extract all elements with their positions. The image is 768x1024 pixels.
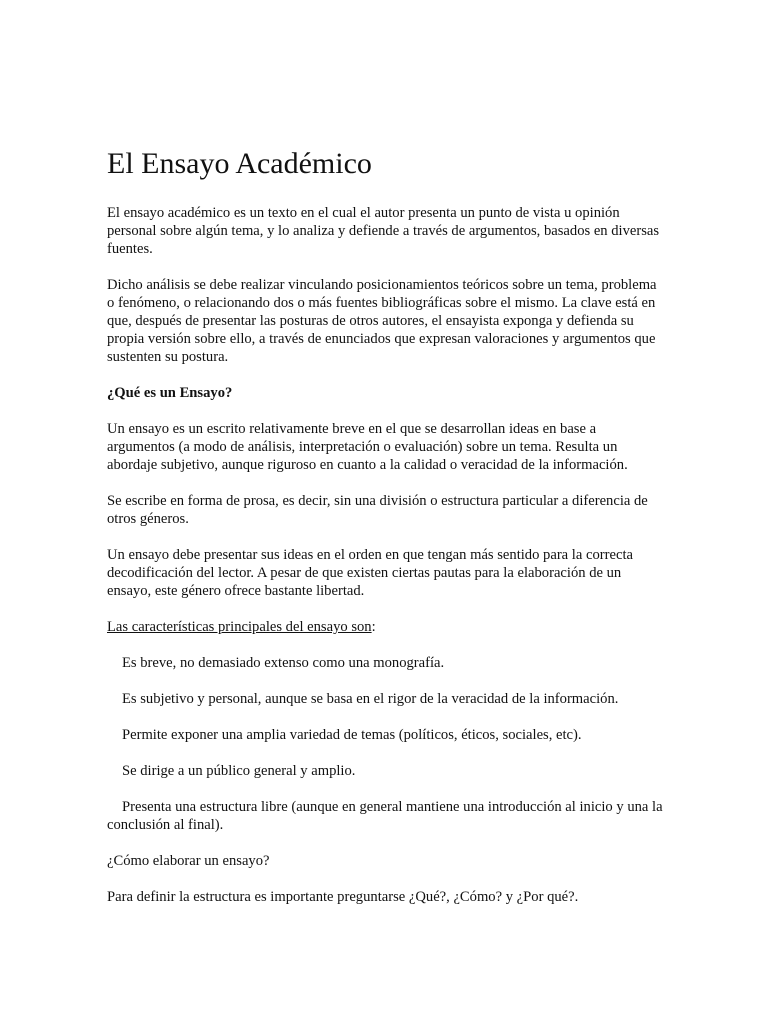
characteristic-item: Se dirige a un público general y amplio. [122, 763, 356, 779]
section-paragraph-2: Se escribe en forma de prosa, es decir, sin una división o estructura particular a diferencia de otros géneros. [107, 493, 648, 527]
characteristics-colon: : [371, 619, 376, 635]
intro-paragraph-2: Dicho análisis se debe realizar vinculando posicionamientos teóricos sobre un tema, problema o fenómeno, o relacionando dos o más fuentes bibliográficas sobre el mismo. La clave está en que, después de presentar las posturas de otros autores, el ensayista exponga y defienda su propia versión sobre ello, a través de enunciados que expresan valoraciones y argumentos que sustenten su postura. [107, 277, 657, 365]
how-heading: ¿Cómo elaborar un ensayo? [107, 853, 270, 869]
characteristic-item: Es breve, no demasiado extenso como una monografía. [122, 655, 445, 671]
characteristics-label: Las características principales del ensayo son [107, 619, 372, 635]
document-page [107, 144, 663, 924]
characteristic-item: Presenta una estructura libre (aunque en general mantiene una introducción al inicio y una la conclusión al final). [107, 799, 663, 833]
section-paragraph-1: Un ensayo es un escrito relativamente breve en el que se desarrollan ideas en base a argumentos (a modo de análisis, interpretación o evaluación) sobre un tema. Resulta un abordaje subjetivo, aunque riguroso en cuanto a la calidad o veracidad de la información. [107, 421, 628, 473]
characteristic-item: Es subjetivo y personal, aunque se basa en el rigor de la veracidad de la información. [122, 691, 619, 707]
characteristic-item: Permite exponer una amplia variedad de temas (políticos, éticos, sociales, etc). [122, 727, 582, 743]
characteristics-intro [107, 618, 663, 636]
how-paragraph: Para definir la estructura es importante preguntarse ¿Qué?, ¿Cómo? y ¿Por qué?. [107, 889, 579, 905]
document-title: El Ensayo Académico [107, 147, 372, 180]
section-heading: ¿Qué es un Ensayo? [107, 385, 233, 401]
section-paragraph-3: Un ensayo debe presentar sus ideas en el orden en que tengan más sentido para la correcta decodificación del lector. A pesar de que existen ciertas pautas para la elaboración de un ensayo, este género ofrece bastante libertad. [107, 547, 633, 599]
intro-paragraph-1: El ensayo académico es un texto en el cual el autor presenta un punto de vista u opinión personal sobre algún tema, y lo analiza y defiende a través de argumentos, basados en diversas fuentes. [107, 205, 660, 257]
